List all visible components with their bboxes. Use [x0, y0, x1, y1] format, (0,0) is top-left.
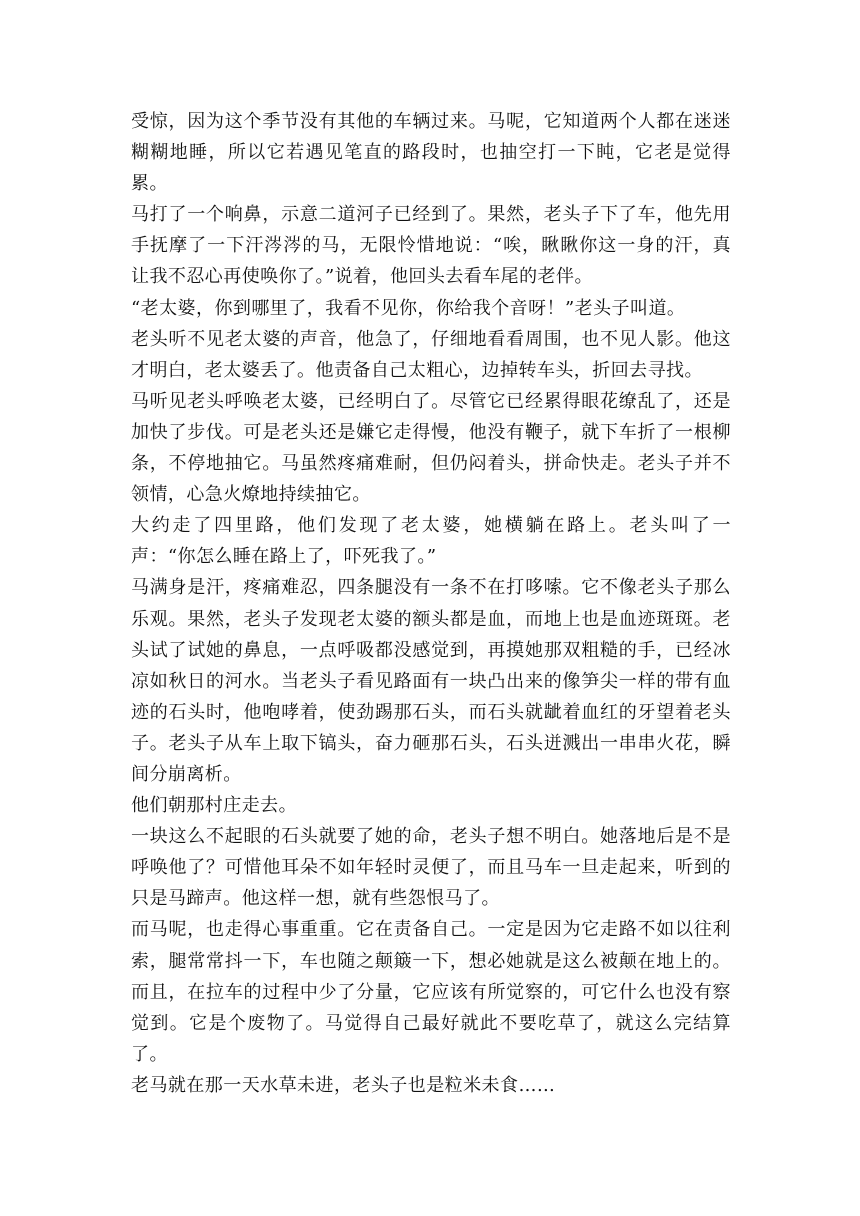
paragraph: 马满身是汗，疼痛难忍，四条腿没有一条不在打哆嗦。它不像老头子那么乐观。果然，老头子发现老太婆的额头都是血，而地上也是血迹斑斑。老头试了试她的鼻息，一点呼吸都没感觉到，再摸她那双粗糙的手，已经冰凉如秋日的河水。当老头子看见路面有一块凸出来的像笋尖一样的带有血迹的石头时，他咆哮着，使劲踢那石头，而石头就龇着血红的牙望着老头子。老头子从车上取下镐头，奋力砸那石头，石头迸溅出一串串火花，瞬间分崩离析。 [131, 577, 731, 785]
paragraph: 老头听不见老太婆的声音，他急了，仔细地看看周围，也不见人影。他这才明白，老太婆丢了。他责备自己太粗心，边掉转车头，折回去寻找。 [131, 328, 731, 381]
paragraph: 马打了一个响鼻，示意二道河子已经到了。果然，老头子下了车，他先用手抚摩了一下汗涔涔的马，无限怜惜地说：“唉，瞅瞅你这一身的汗，真让我不忍心再使唤你了。”说着，他回头去看车尾的老伴。 [131, 204, 731, 288]
paragraph: 他们朝那村庄走去。 [131, 795, 298, 817]
paragraph: 大约走了四里路，他们发现了老太婆，她横躺在路上。老头叫了一声：“你怎么睡在路上了，吓死我了。” [131, 515, 731, 568]
paragraph: “老太婆，你到哪里了，我看不见你，你给我个音呀！”老头子叫道。 [131, 297, 686, 319]
paragraph: 受惊，因为这个季节没有其他的车辆过来。马呢，它知道两个人都在迷迷糊糊地睡，所以它若遇见笔直的路段时，也抽空打一下盹，它老是觉得累。 [131, 111, 731, 195]
document-body [131, 106, 731, 1101]
paragraph: 而马呢，也走得心事重重。它在责备自己。一定是因为它走路不如以往利索，腿常常抖一下，车也随之颠簸一下，想必她就是这么被颠在地上的。而且，在拉车的过程中少了分量，它应该有所觉察的，可它什么也没有察觉到。它是个废物了。马觉得自己最好就此不要吃草了，就这么完结算了。 [131, 919, 731, 1065]
paragraph: 老马就在那一天水草未进，老头子也是粒米未食…… [131, 1074, 556, 1096]
paragraph: 马听见老头呼唤老太婆，已经明白了。尽管它已经累得眼花缭乱了，还是加快了步伐。可是老头还是嫌它走得慢，他没有鞭子，就下车折了一根柳条，不停地抽它。马虽然疼痛难耐，但仍闷着头，拼命快走。老头子并不领情，心急火燎地持续抽它。 [131, 390, 731, 506]
paragraph: 一块这么不起眼的石头就要了她的命，老头子想不明白。她落地后是不是呼唤他了？可惜他耳朵不如年轻时灵便了，而且马车一旦走起来，听到的只是马蹄声。他这样一想，就有些怨恨马了。 [131, 826, 731, 910]
